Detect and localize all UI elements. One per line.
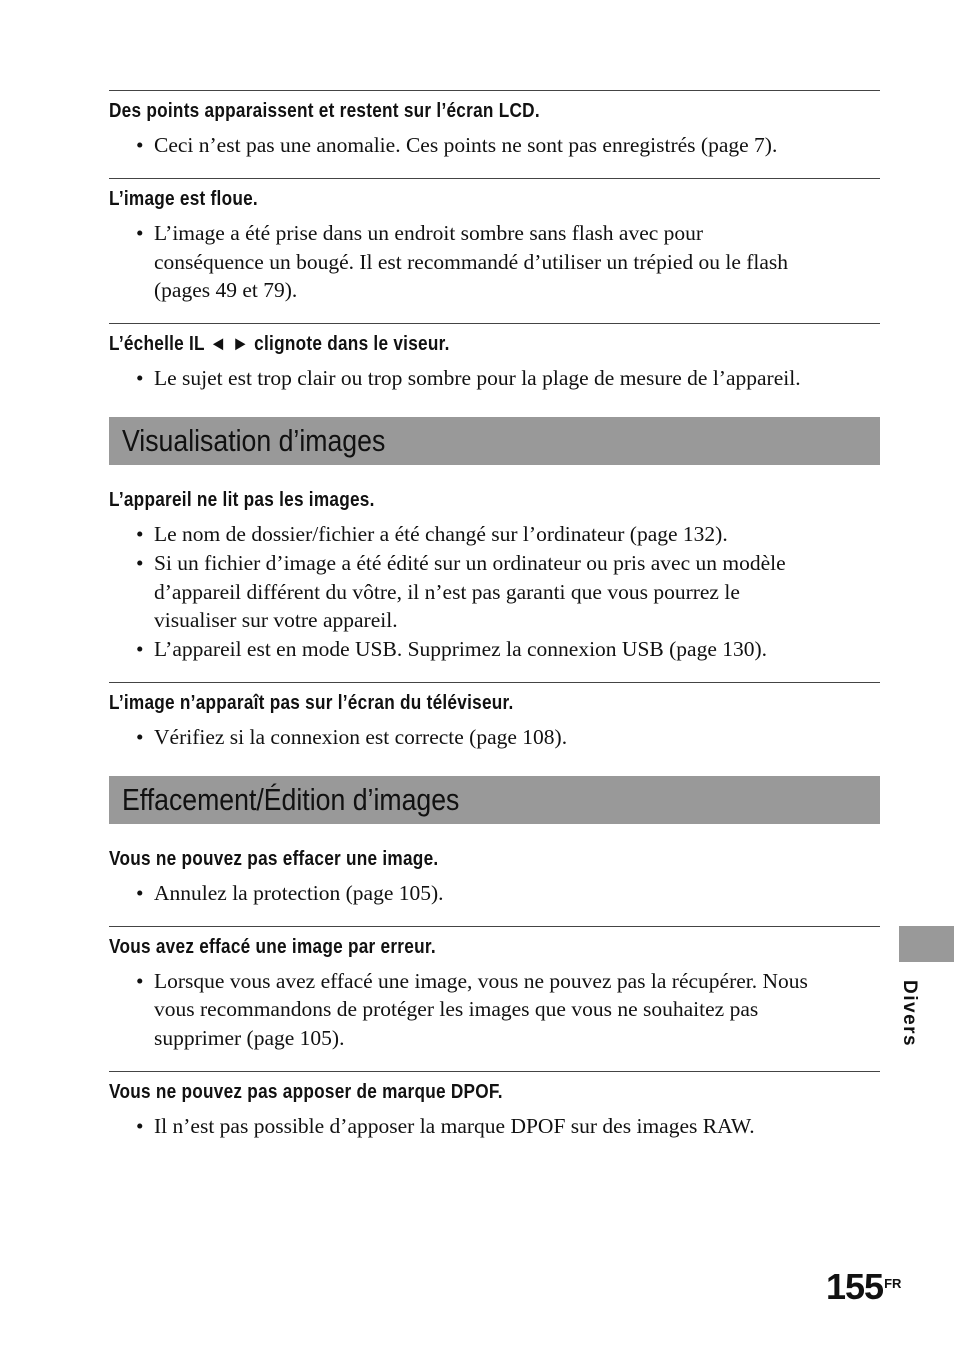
entry-title: Vous ne pouvez pas apposer de marque DPOF. xyxy=(109,1080,503,1103)
entry-tv-display xyxy=(109,682,880,752)
entry-deleted-by-mistake xyxy=(109,926,880,1053)
bullet-icon: • xyxy=(136,366,144,391)
entry-cannot-delete xyxy=(109,844,880,908)
list-item: • Ceci n’est pas une anomalie. Ces points ne sont pas enregistrés (page 7). xyxy=(109,131,880,160)
page-content xyxy=(109,90,880,1141)
list-item: • L’appareil est en mode USB. Supprimez la connexion USB (page 130). xyxy=(109,635,880,664)
bullet-icon: • xyxy=(136,521,144,546)
bullet-icon: • xyxy=(136,1113,144,1138)
bullet-list xyxy=(109,127,880,160)
list-item: • Le nom de dossier/fichier a été changé sur l’ordinateur (page 132). xyxy=(109,520,880,549)
bullet-icon: • xyxy=(136,220,144,245)
entry-title: L’image n’apparaît pas sur l’écran du téléviseur. xyxy=(109,691,514,714)
bullet-list xyxy=(109,963,880,1053)
entry-ev-scale xyxy=(109,323,880,393)
section-heading-playback: Visualisation d’images xyxy=(109,417,880,465)
list-item: • Vérifiez si la connexion est correcte (page 108). xyxy=(109,723,880,752)
page-number: $155^{FR}$ xyxy=(826,1266,902,1307)
bullet-list xyxy=(109,875,880,908)
entry-title: Des points apparaissent et restent sur l’écran LCD. xyxy=(109,100,540,122)
entry-title: Vous ne pouvez pas effacer une image. xyxy=(109,847,439,870)
page-language: FR xyxy=(884,1276,902,1291)
list-item: • Le sujet est trop clair ou trop sombre pour la plage de mesure de l’appareil. xyxy=(109,364,880,393)
bullet-icon: • xyxy=(136,133,144,157)
entry-title: L’échelle IL ◄ ► clignote dans le viseur. xyxy=(109,333,450,356)
bullet-list xyxy=(109,516,880,664)
entry-title: L’appareil ne lit pas les images. xyxy=(109,488,375,511)
bullet-icon: • xyxy=(136,880,144,905)
list-item: • Il n’est pas possible d’apposer la marque DPOF sur des images RAW. xyxy=(109,1112,880,1141)
entry-dpof xyxy=(109,1071,880,1141)
entry-title: L’image est floue. xyxy=(109,187,258,210)
entry-lcd-dots xyxy=(109,90,880,160)
bullet-list xyxy=(109,215,880,305)
list-item: • Annulez la protection (page 105). xyxy=(109,879,880,908)
list-item: • Si un fichier d’image a été édité sur un ordinateur ou pris avec un modèle d’appareil différent du vôtre, il n’est pas garanti que vous pourrez le visualiser sur votre appareil. xyxy=(136,550,786,633)
bullet-icon: • xyxy=(136,637,144,662)
entry-title: Vous avez effacé une image par erreur. xyxy=(109,935,436,958)
list-item: • Lorsque vous avez effacé une image, vous ne pouvez pas la récupérer. Nous vous recommandons de protéger les images que vous ne souhaitez pas supprimer (page 105). xyxy=(136,968,808,1051)
bullet-icon: • xyxy=(136,968,144,993)
list-item: • L’image a été prise dans un endroit sombre sans flash avec pour conséquence un bougé. Il est recommandé d’utiliser un trépied ou le flash (pages 49 et 79). xyxy=(136,220,789,303)
side-tab-label: Divers xyxy=(899,980,920,1048)
bullet-list xyxy=(109,1108,880,1141)
entry-blurry-image xyxy=(109,178,880,305)
side-tab-marker xyxy=(899,926,954,962)
section-heading-delete-edit: Effacement/Édition d’images xyxy=(109,776,880,824)
entry-no-playback xyxy=(109,485,880,664)
bullet-list xyxy=(109,719,880,752)
bullet-icon: • xyxy=(136,550,144,575)
bullet-icon: • xyxy=(136,724,144,749)
bullet-list xyxy=(109,360,880,393)
